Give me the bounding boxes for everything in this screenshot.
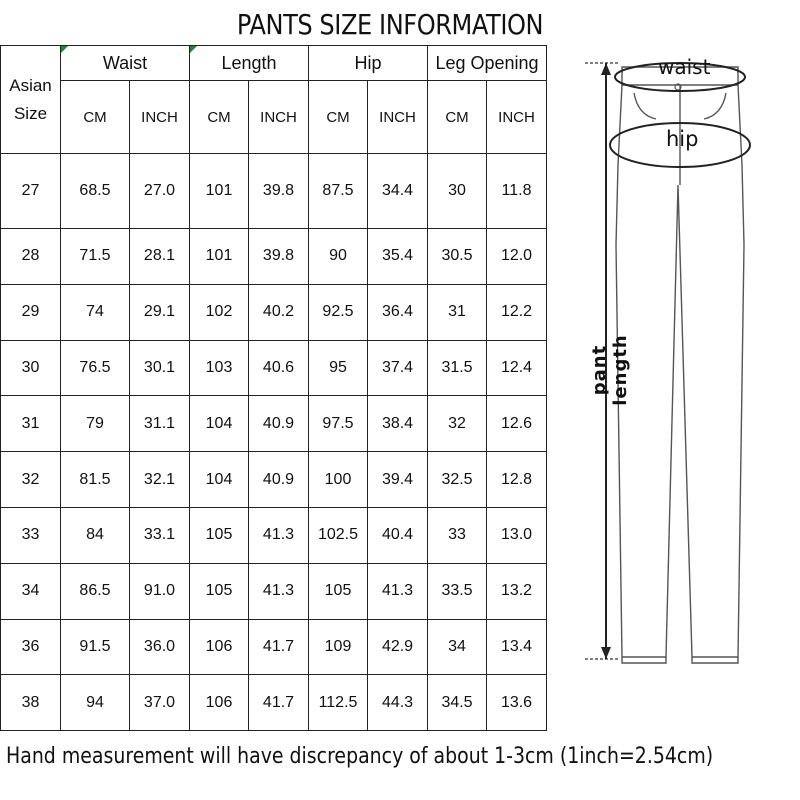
measurement-cell: 112.5: [309, 675, 368, 731]
measurement-cell: 30.1: [130, 340, 190, 396]
measurement-cell: 106: [190, 619, 249, 675]
measurement-cell: 71.5: [61, 229, 130, 285]
measurement-cell: 81.5: [61, 452, 130, 508]
pants-diagram: [560, 45, 800, 675]
measurement-cell: 94: [61, 675, 130, 731]
measurement-cell: 13.2: [487, 563, 547, 619]
measurement-cell: 38.4: [368, 396, 428, 452]
measurement-cell: 41.3: [249, 563, 309, 619]
measurement-cell: 27.0: [130, 154, 190, 229]
table-row: [1, 284, 547, 340]
measurement-cell: 34.5: [428, 675, 487, 731]
measurement-cell: 100: [309, 452, 368, 508]
measurement-cell: 109: [309, 619, 368, 675]
measurement-cell: 91.5: [61, 619, 130, 675]
measurement-cell: 31: [428, 284, 487, 340]
measurement-cell: 90: [309, 229, 368, 285]
measurement-cell: 12.4: [487, 340, 547, 396]
measurement-cell: 84: [61, 507, 130, 563]
measurement-cell: 106: [190, 675, 249, 731]
measurement-cell: 105: [190, 507, 249, 563]
measurement-cell: 41.7: [249, 675, 309, 731]
measurement-cell: 33.5: [428, 563, 487, 619]
measurement-cell: 40.6: [249, 340, 309, 396]
measurement-cell: 92.5: [309, 284, 368, 340]
measurement-cell: 36.4: [368, 284, 428, 340]
measurement-cell: 103: [190, 340, 249, 396]
size-cell: 28: [1, 229, 61, 285]
measurement-cell: 42.9: [368, 619, 428, 675]
measurement-cell: 32.1: [130, 452, 190, 508]
measurement-cell: 68.5: [61, 154, 130, 229]
measurement-cell: 30: [428, 154, 487, 229]
measurement-cell: 79: [61, 396, 130, 452]
unit-header: INCH: [130, 81, 190, 154]
measurement-cell: 35.4: [368, 229, 428, 285]
measurement-cell: 32.5: [428, 452, 487, 508]
measurement-cell: 13.4: [487, 619, 547, 675]
measurement-cell: 33: [428, 507, 487, 563]
measurement-cell: 32: [428, 396, 487, 452]
table-row: [1, 154, 547, 229]
measurement-cell: 86.5: [61, 563, 130, 619]
size-cell: 30: [1, 340, 61, 396]
measurement-cell: 37.0: [130, 675, 190, 731]
measurement-cell: 102.5: [309, 507, 368, 563]
measurement-cell: 40.2: [249, 284, 309, 340]
measurement-cell: 37.4: [368, 340, 428, 396]
size-table: [0, 45, 547, 731]
table-row: [1, 619, 547, 675]
leg-opening-header: Leg Opening: [428, 46, 547, 81]
unit-header: INCH: [368, 81, 428, 154]
waist-label: waist: [658, 55, 711, 79]
measurement-cell: 36.0: [130, 619, 190, 675]
unit-header: CM: [190, 81, 249, 154]
size-cell: 38: [1, 675, 61, 731]
unit-header: INCH: [249, 81, 309, 154]
measurement-cell: 33.1: [130, 507, 190, 563]
measurement-cell: 97.5: [309, 396, 368, 452]
size-cell: 27: [1, 154, 61, 229]
measurement-cell: 76.5: [61, 340, 130, 396]
table-row: [1, 229, 547, 285]
measurement-cell: 101: [190, 154, 249, 229]
measurement-cell: 41.7: [249, 619, 309, 675]
measurement-cell: 105: [309, 563, 368, 619]
unit-header: INCH: [487, 81, 547, 154]
measurement-cell: 87.5: [309, 154, 368, 229]
table-row: [1, 563, 547, 619]
measurement-cell: 39.8: [249, 229, 309, 285]
measurement-cell: 40.9: [249, 452, 309, 508]
measurement-cell: 102: [190, 284, 249, 340]
measurement-cell: 12.0: [487, 229, 547, 285]
measurement-cell: 41.3: [368, 563, 428, 619]
measurement-cell: 13.0: [487, 507, 547, 563]
measurement-cell: 13.6: [487, 675, 547, 731]
size-cell: 36: [1, 619, 61, 675]
measurement-cell: 29.1: [130, 284, 190, 340]
table-row: [1, 340, 547, 396]
measurement-cell: 40.9: [249, 396, 309, 452]
size-cell: 32: [1, 452, 61, 508]
hip-header: Hip: [309, 46, 428, 81]
measurement-cell: 44.3: [368, 675, 428, 731]
measurement-cell: 74: [61, 284, 130, 340]
measurement-cell: 105: [190, 563, 249, 619]
measurement-cell: 40.4: [368, 507, 428, 563]
unit-header: CM: [309, 81, 368, 154]
table-row: [1, 396, 547, 452]
table-row: [1, 452, 547, 508]
waist-header: Waist: [61, 46, 190, 81]
table-row: [1, 675, 547, 731]
measurement-note: Hand measurement will have discrepancy of about 1-3cm (1inch=2.54cm): [6, 744, 714, 769]
measurement-cell: 104: [190, 452, 249, 508]
measurement-cell: 12.8: [487, 452, 547, 508]
measurement-cell: 39.8: [249, 154, 309, 229]
unit-header: CM: [428, 81, 487, 154]
measurement-cell: 31.1: [130, 396, 190, 452]
size-header: Asian Size: [1, 46, 61, 154]
length-header: Length: [190, 46, 309, 81]
measurement-cell: 101: [190, 229, 249, 285]
measurement-cell: 34: [428, 619, 487, 675]
measurement-cell: 95: [309, 340, 368, 396]
unit-header: CM: [61, 81, 130, 154]
measurement-cell: 28.1: [130, 229, 190, 285]
measurement-cell: 39.4: [368, 452, 428, 508]
size-cell: 31: [1, 396, 61, 452]
table-row: [1, 507, 547, 563]
size-cell: 29: [1, 284, 61, 340]
measurement-cell: 12.6: [487, 396, 547, 452]
measurement-cell: 91.0: [130, 563, 190, 619]
measurement-cell: 11.8: [487, 154, 547, 229]
measurement-cell: 34.4: [368, 154, 428, 229]
pant-length-label: pant length: [589, 334, 631, 406]
measurement-cell: 12.2: [487, 284, 547, 340]
page-title: PANTS SIZE INFORMATION: [236, 8, 544, 41]
measurement-cell: 31.5: [428, 340, 487, 396]
measurement-cell: 30.5: [428, 229, 487, 285]
measurement-cell: 41.3: [249, 507, 309, 563]
size-cell: 33: [1, 507, 61, 563]
hip-label: hip: [666, 127, 699, 151]
size-cell: 34: [1, 563, 61, 619]
measurement-cell: 104: [190, 396, 249, 452]
